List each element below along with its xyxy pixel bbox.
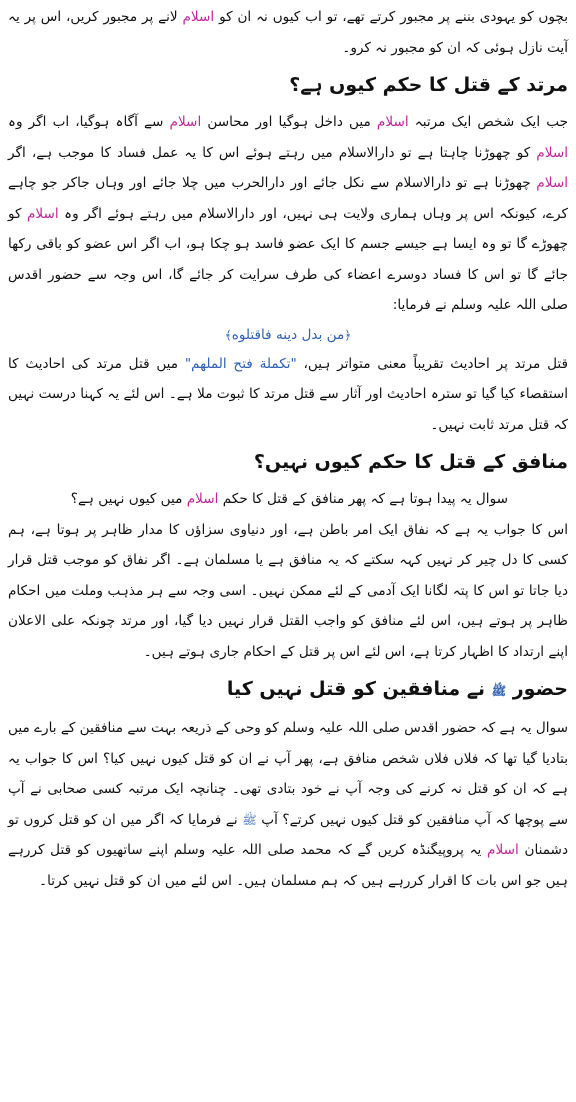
highlight-islam: اسلام	[487, 842, 519, 858]
text-run: کو چھوڑنا چاہتا ہے تو دارالاسلام میں رہتے ہوئے اس کا یہ عمل فساد کا موجب ہے، اگر	[8, 144, 537, 161]
text-run: حضور	[506, 678, 568, 700]
text-run: یہ پروپیگنڈہ کریں گے کہ محمد صلی اللہ علیہ وسلم اپنے ساتھیوں کو قتل کررہے ہیں جو اس بات کا اقرار کررہے ہیں کہ ہم مسلمان ہیں۔ اس لئے میں ان کو قتل نہیں کرتا۔	[8, 842, 568, 889]
salawat-seal-icon: ﷺ	[242, 812, 257, 827]
intro-paragraph	[8, 2, 568, 63]
heading-munafiq: منافق کے قتل کا حکم کیوں نہیں؟	[253, 451, 568, 473]
text-run: سوال یہ ہے کہ حضور اقدس صلی اللہ علیہ وسلم کو وحی کے ذریعہ بہت سے منافقین کے بارے میں بتادیا گیا تھا کہ فلاں فلاں شخص منافق ہے، پھر آپ نے ان کو قتل کیوں نہیں کیا؟ اس کا جواب یہ ہے کہ ان کو قتل نہ کرنے کی وجہ آپ نے خود بتادی تھی۔ چنانچہ ایک مرتبہ کسی صحابی نے آپ سے پوچھا کہ آپ منافقین کو قتل کیوں نہیں کرتے؟ آپ	[8, 720, 568, 828]
text-run: جب ایک شخص ایک مرتبہ	[408, 114, 569, 130]
highlight-islam: اسلام	[186, 491, 219, 507]
text-run: نے منافقین کو قتل نہیں کیا	[226, 678, 492, 700]
paragraph-munafiq-answer: اس کا جواب یہ ہے کہ نفاق ایک امر باطن ہے، اور دنیاوی سزاؤں کا مدار ظاہر پر ہوتا ہے، ہم کسی کا دل چیر کر نہیں کہہ سکتے کہ یہ منافق ہے یا مسلمان ہے۔ اگر نفاق کو موجب قتل قرار دیا جاتا تو اس کا پتہ لگانا ایک آدمی کے لئے ممکن نہیں۔ اسی وجہ سے ہر مذہب وملت میں احکام ظاہر پر ہوتے ہیں، اس لئے منافق کو واجب القتل قرار نہیں دیا گیا، اور مرتد چونکہ علی الاعلان اپنے ارتداد کا اظہار کرتا ہے، اس لئے اس پر قتل کے احکام جاری ہوتے ہیں۔	[8, 521, 568, 660]
highlight-islam: اسلام	[26, 205, 59, 222]
text-run: قتل مرتد پر احادیث تقریباً معنی متواتر ہیں،	[296, 355, 568, 372]
highlight-islam: اسلام	[169, 114, 202, 130]
highlight-islam: اسلام	[182, 9, 215, 25]
hadith-text: من بدل دينه فاقتلوه	[231, 326, 345, 343]
highlight-islam: اسلام	[376, 114, 409, 130]
highlight-islam: اسلام	[536, 175, 568, 191]
ornament-bracket-icon: ﴾	[224, 327, 232, 342]
paragraph-huzoor	[8, 713, 568, 896]
text-run: لانے پر مجبور کریں، اس پر یہ آیت نازل ہوئی کہ ان کو مجبور نہ کرو۔	[8, 9, 568, 56]
highlight-islam: اسلام	[536, 144, 568, 161]
text-run: کو چھوڑے گا تو وہ ایسا ہے جیسے جسم کا ایک عضو فاسد ہو چکا ہو، اب اگر اس عضو کو باقی رکھا جائے گا تو اس کا فساد دوسرے اعضاء کی طرف سرایت کر جائے گا، اس وجہ سے حضور اقدس صلی اللہ علیہ وسلم نے فرمایا:	[8, 205, 568, 313]
text-run: میں کیوں نہیں ہے؟	[70, 491, 187, 507]
text-run: سے آگاہ ہوگیا، اب اگر وہ	[8, 114, 170, 130]
paragraph-hadith-count	[8, 349, 568, 441]
question-munafiq	[8, 484, 568, 515]
text-run: میں قتل مرتد کی احادیث کا استقصاء کیا گیا تو سترہ احادیث اور آثار سے قتل مرتد کا ثبوت ملا ہے۔ اس لئے یہ کہنا درست نہیں کہ قتل مرتد ثابت نہیں۔	[8, 355, 568, 433]
text-run: بچوں کو یہودی بننے پر مجبور کرتے تھے، تو اب کیوں نہ ان کو	[214, 9, 568, 25]
hadith-quote	[8, 321, 568, 349]
text-run: میں داخل ہوگیا اور محاسن	[201, 114, 377, 130]
paragraph-murtad	[8, 107, 568, 321]
text-run: نے فرمایا کہ اگر میں ان کو قتل کروں تو دشمنان	[8, 811, 568, 858]
heading-murtad: مرتد کے قتل کا حکم کیوں ہے؟	[289, 74, 568, 96]
book-title: "تکملة فتح الملهم"	[184, 355, 297, 372]
text-run: چھوڑنا ہے تو دارالاسلام سے نکل جائے اور دارالحرب میں چلا جائے اور وہاں جاکر جو چاہے کرے، کیونکہ اس پر وہاں ہماری ولایت ہی نہیں، اور دارالاسلام میں رہتے ہوئے اگر وہ	[8, 175, 568, 222]
text-run: سوال یہ پیدا ہوتا ہے کہ پھر منافق کے قتل کا حکم	[218, 491, 508, 507]
heading-huzoor	[8, 667, 568, 713]
ornament-bracket-icon: ﴿	[344, 327, 352, 342]
salawat-seal-icon: ﷺ	[491, 684, 507, 698]
